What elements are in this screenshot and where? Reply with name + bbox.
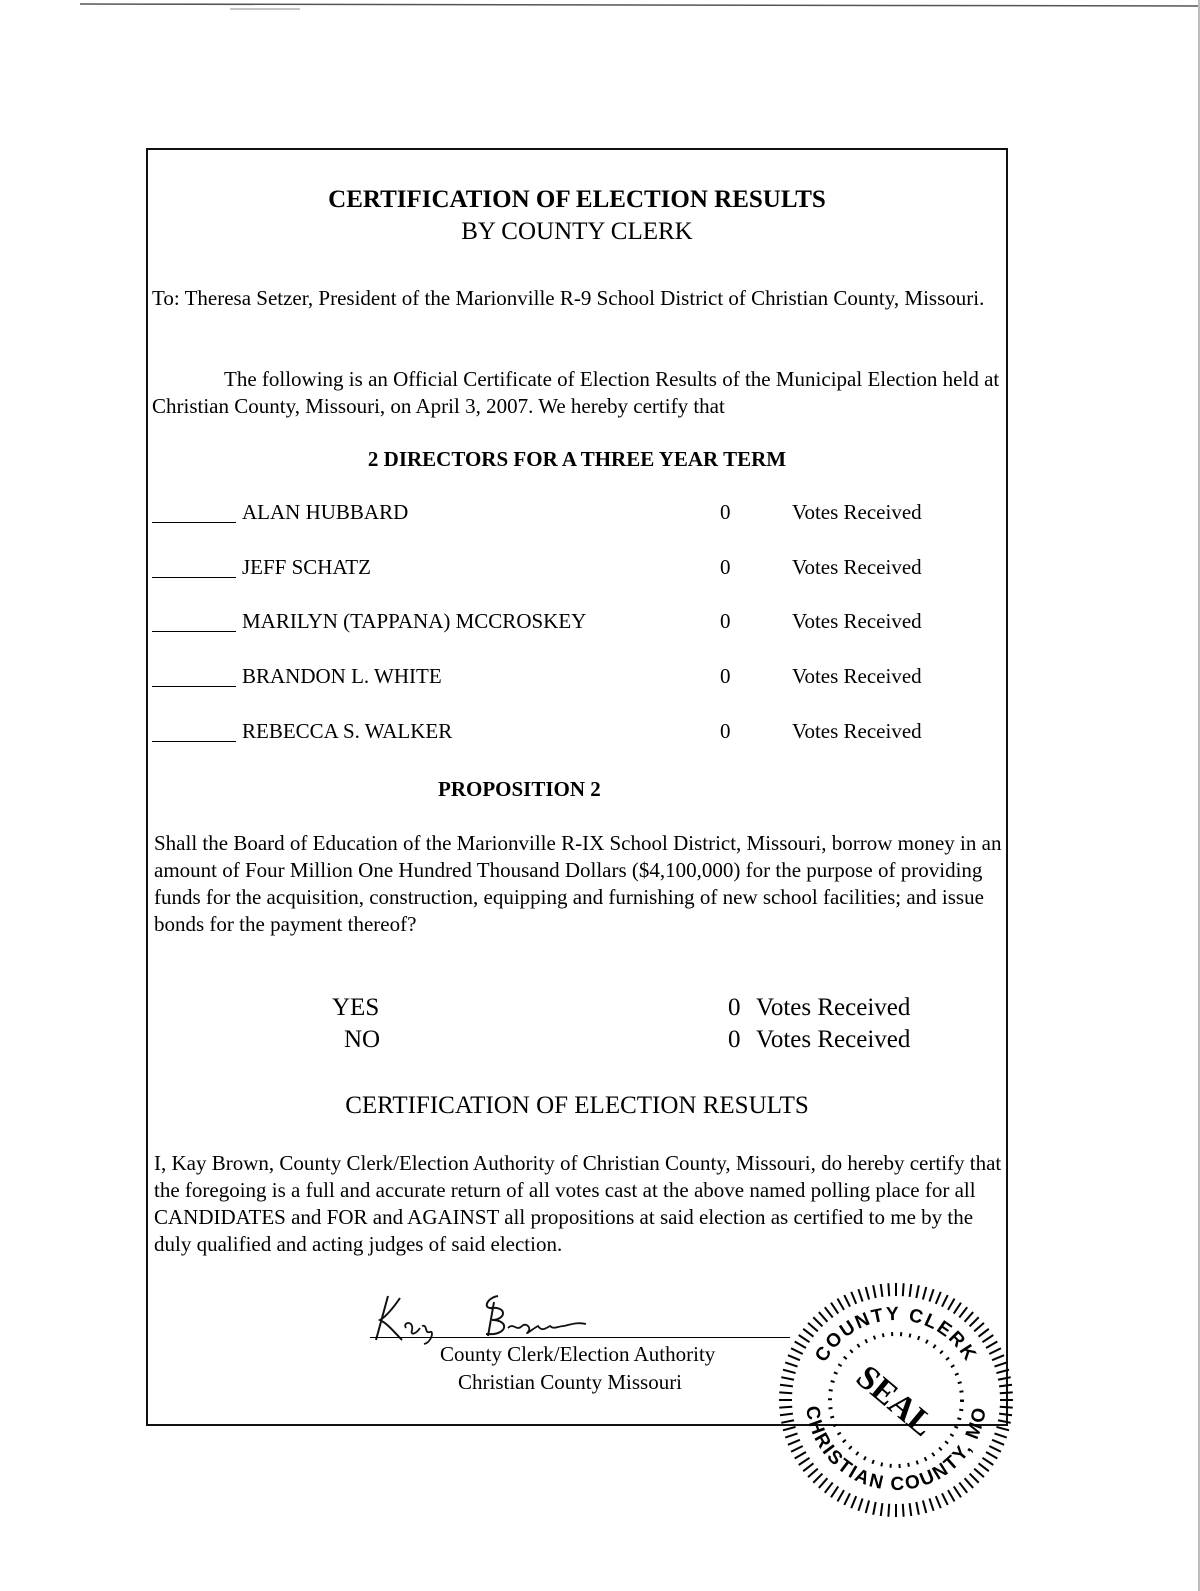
seal-tick — [970, 1474, 979, 1483]
seal-tick — [858, 1289, 862, 1301]
seal-tick — [838, 1490, 845, 1501]
seal-tick — [1000, 1407, 1013, 1408]
seal-tick — [929, 1289, 933, 1301]
signer-county: Christian County Missouri — [458, 1370, 683, 1394]
proposition-heading-text: PROPOSITION 2 — [438, 777, 601, 801]
seal-tick — [785, 1433, 797, 1437]
seal-tick — [986, 1342, 997, 1349]
seal-tick — [916, 1502, 919, 1515]
seal-tick — [970, 1317, 979, 1326]
seal-tick — [851, 1292, 856, 1304]
seal-tick — [992, 1440, 1004, 1445]
candidate-votes: 0 — [720, 500, 731, 524]
seal-tick — [942, 1493, 948, 1505]
seal-tick — [903, 1504, 904, 1517]
seal-tick — [929, 1498, 933, 1510]
candidate-votes: 0 — [720, 555, 731, 579]
seal-tick — [803, 1329, 813, 1337]
seal-tick — [788, 1355, 800, 1360]
proposition-result-row — [332, 1026, 911, 1058]
svg-text:COUNTY CLERK — [811, 1304, 981, 1366]
seal-tick — [844, 1295, 850, 1307]
candidate-name: JEFF SCHATZ — [242, 555, 371, 579]
seal-tick — [779, 1392, 792, 1393]
seal-tick — [795, 1452, 806, 1459]
seal-tick — [808, 1469, 818, 1478]
seal-tick — [881, 1503, 883, 1516]
proposition-votes: 0 — [728, 994, 741, 1021]
seal-tick — [851, 1496, 856, 1508]
seal-tick — [954, 1486, 961, 1497]
seal-tick — [888, 1504, 889, 1517]
seal-tick — [866, 1500, 869, 1513]
seal-tick — [994, 1433, 1006, 1437]
votes-received-label: Votes Received — [792, 555, 922, 579]
directors-heading: 2 DIRECTORS FOR A THREE YEAR TERM — [367, 447, 787, 471]
seal-tick — [873, 1502, 876, 1515]
seal-tick — [825, 1483, 833, 1493]
seal-tick — [979, 1329, 989, 1337]
seal-tick — [948, 1299, 955, 1310]
candidate-row — [152, 609, 992, 637]
seal-tick — [819, 1312, 828, 1322]
seal-top-text: COUNTY CLERK — [811, 1303, 981, 1366]
seal-tick — [780, 1414, 793, 1416]
seal-tick — [916, 1285, 919, 1298]
seal-tick — [910, 1503, 912, 1516]
proposition-text: Shall the Board of Education of the Marionville R-IX School District, Missouri, borrow money in an amount of Four Million One Hundred Thousand Dollars ($4,100,000) for the purpose of providing funds for the acquisition, construction, equipping and furnishing of new school facilities; and issue bonds for the payment thereof? — [154, 831, 1002, 936]
seal-tick — [858, 1498, 862, 1510]
seal-tick — [989, 1348, 1001, 1354]
seal-tick — [936, 1292, 941, 1304]
certification-text: I, Kay Brown, County Clerk/Election Authority of Christian County, Missouri, do hereby certify that the foregoing is a full and accurate return of all votes cast at the above named polling place for all CANDIDATES and FOR and AGAINST all propositions at said election as certified to me by the duly qualified and acting judges of said election. — [154, 1151, 1002, 1256]
document-subtitle: BY COUNTY CLERK — [461, 218, 693, 245]
seal-tick — [954, 1303, 961, 1314]
candidate-row — [152, 719, 992, 747]
candidate-blank-line — [152, 686, 236, 687]
seal-tick — [780, 1385, 793, 1387]
seal-tick — [974, 1469, 984, 1478]
seal-tick — [799, 1335, 810, 1342]
seal-tick — [999, 1385, 1012, 1387]
addressee-paragraph: To: Theresa Setzer, President of the Marionville R-9 School District of Christian County, Missouri. — [152, 286, 985, 310]
seal-tick — [989, 1446, 1001, 1452]
proposition-choice: NO — [344, 1026, 381, 1053]
seal-tick — [788, 1440, 800, 1445]
candidate-row — [152, 500, 992, 528]
seal-tick — [996, 1370, 1009, 1373]
seal-tick — [982, 1335, 993, 1342]
seal-tick — [799, 1458, 810, 1465]
certificate-frame — [146, 148, 1008, 1426]
seal-tick — [996, 1427, 1009, 1430]
seal-tick — [785, 1362, 797, 1366]
proposition-choice: YES — [332, 994, 380, 1021]
proposition-result-row — [332, 994, 911, 1026]
signature-line — [370, 1337, 790, 1338]
seal-tick — [781, 1377, 794, 1380]
votes-received-label: Votes Received — [792, 719, 922, 743]
document-title: CERTIFICATION OF ELECTION RESULTS — [328, 186, 826, 213]
seal-tick — [825, 1307, 833, 1317]
intro-paragraph: The following is an Official Certificate of Election Results of the Municipal Election held at Christian County, Missouri, on April 3, 2007. We hereby certify that — [152, 367, 1000, 418]
seal-tick — [844, 1493, 850, 1505]
seal-tick — [831, 1303, 838, 1314]
candidate-name: BRANDON L. WHITE — [242, 664, 442, 688]
seal-tick — [923, 1287, 926, 1300]
candidate-blank-line — [152, 741, 236, 742]
candidate-votes: 0 — [720, 719, 731, 743]
seal-tick — [982, 1458, 993, 1465]
certification-heading: CERTIFICATION OF ELECTION RESULTS — [345, 1092, 809, 1119]
seal-tick — [986, 1452, 997, 1459]
seal-tick — [779, 1407, 792, 1408]
seal-tick — [813, 1474, 822, 1483]
seal-tick — [831, 1486, 838, 1497]
seal-tick — [803, 1463, 813, 1471]
candidate-votes: 0 — [720, 664, 731, 688]
seal-tick — [948, 1490, 955, 1501]
seal-tick — [866, 1287, 869, 1300]
seal-tick — [808, 1323, 818, 1332]
seal-tick — [923, 1500, 926, 1513]
seal-tick — [903, 1283, 904, 1296]
seal-tick — [999, 1414, 1012, 1416]
handwritten-signature — [358, 1288, 618, 1348]
seal-bottom-text: CHRISTIAN COUNTY, MO — [801, 1404, 992, 1496]
votes-received-label: Votes Received — [792, 609, 922, 633]
signer-title: County Clerk/Election Authority — [440, 1342, 716, 1366]
seal-center-text: SEAL — [849, 1358, 941, 1444]
candidate-name: MARILYN (TAPPANA) MCCROSKEY — [242, 609, 587, 633]
seal-tick — [965, 1478, 974, 1488]
candidate-name: ALAN HUBBARD — [242, 500, 409, 524]
seal-tick — [974, 1323, 984, 1332]
seal-tick — [992, 1355, 1004, 1360]
seal-tick — [910, 1284, 912, 1297]
seal-tick — [783, 1427, 796, 1430]
seal-tick — [959, 1307, 967, 1317]
seal-tick — [791, 1446, 803, 1452]
seal-tick — [795, 1342, 806, 1349]
seal-tick — [994, 1362, 1006, 1366]
seal-tick — [979, 1463, 989, 1471]
candidate-row — [152, 555, 992, 583]
candidate-blank-line — [152, 631, 236, 632]
seal-tick — [965, 1312, 974, 1322]
votes-received-label: Votes Received — [792, 500, 922, 524]
candidate-votes: 0 — [720, 609, 731, 633]
seal-tick — [881, 1284, 883, 1297]
votes-received-label: Votes Received — [756, 1026, 911, 1053]
seal-tick — [781, 1420, 794, 1423]
seal-tick — [1000, 1392, 1013, 1393]
county-clerk-seal — [776, 1280, 1016, 1520]
votes-received-label: Votes Received — [792, 664, 922, 688]
seal-tick — [936, 1496, 941, 1508]
votes-received-label: Votes Received — [756, 994, 911, 1021]
seal-tick — [998, 1420, 1011, 1423]
seal-tick — [942, 1295, 948, 1307]
seal-tick — [819, 1478, 828, 1488]
seal-tick — [873, 1285, 876, 1298]
candidate-blank-line — [152, 522, 236, 523]
seal-tick — [838, 1299, 845, 1310]
candidate-blank-line — [152, 577, 236, 578]
seal-tick — [791, 1348, 803, 1354]
candidate-name: REBECCA S. WALKER — [242, 719, 453, 743]
seal-tick — [998, 1377, 1011, 1380]
seal-tick — [783, 1370, 796, 1373]
seal-tick — [959, 1483, 967, 1493]
candidate-row — [152, 664, 992, 692]
scan-top-edge — [0, 0, 1200, 10]
seal-tick — [888, 1283, 889, 1296]
seal-tick — [813, 1317, 822, 1326]
proposition-votes: 0 — [728, 1026, 741, 1053]
